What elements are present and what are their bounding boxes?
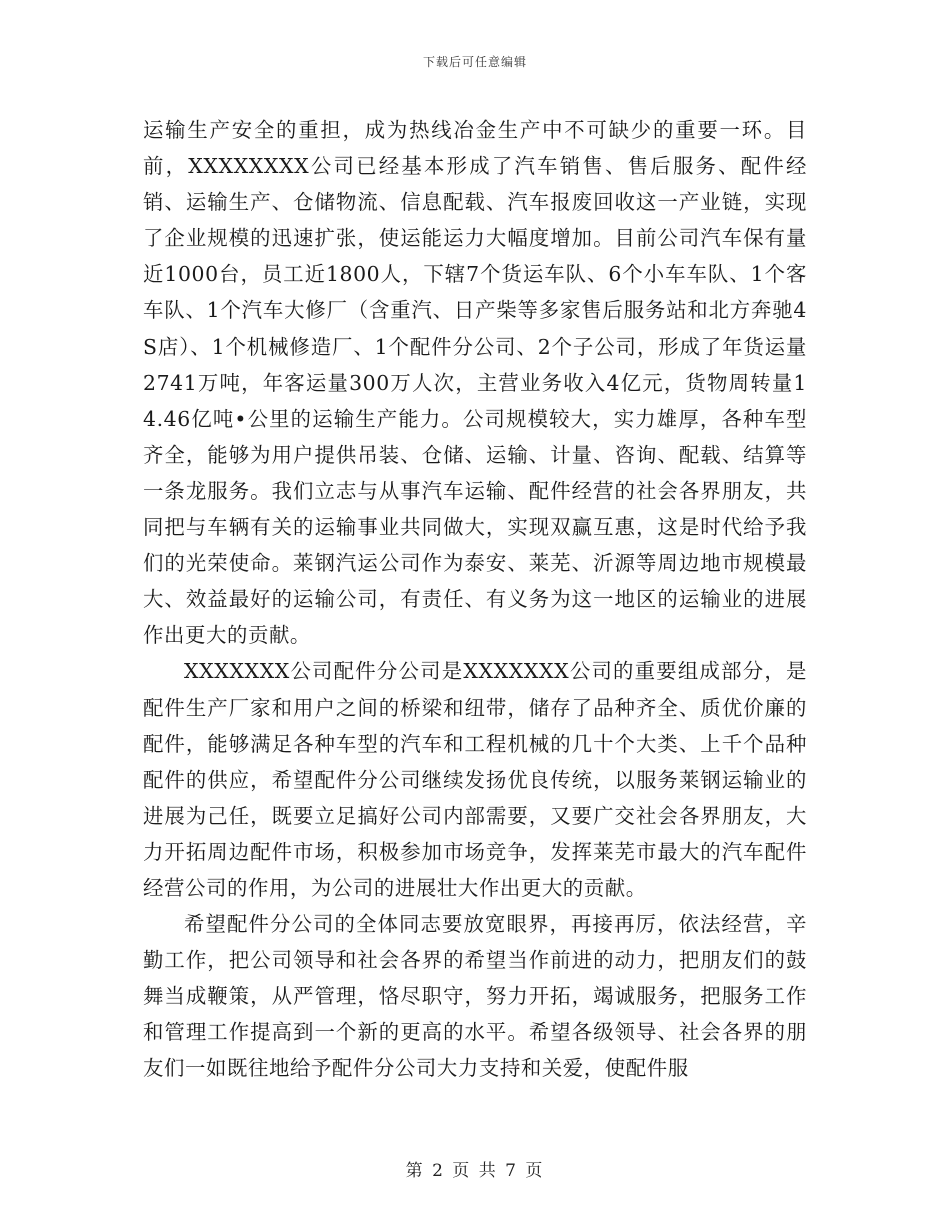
paragraph-1: 运输生产安全的重担，成为热线冶金生产中不可缺少的重要一环。目前，XXXXXXXX公司已经基本形成了汽车销售、售后服务、配件经销、运输生产、仓储物流、信息配载、汽车报废回收这一产业链，实现了企业规模的迅速扩张，使运能运力大幅度增加。目前公司汽车保有量近1000台，员工近1800人，下辖7个货运车队、6个小车车队、1个客车队、1个汽车大修厂（含重汽、日产柴等多家售后服务站和北方奔驰4S店）、1个机械修造厂、1个配件分公司、2个子公司，形成了年货运量2741万吨，年客运量300万人次，主营业务收入4亿元，货物周转量14.46亿吨•公里的运输生产能力。公司规模较大，实力雄厚，各种车型齐全，能够为用户提供吊装、仓储、运输、计量、咨询、配载、结算等一条龙服务。我们立志与从事汽车运输、配件经营的社会各界朋友，共同把与车辆有关的运输事业共同做大，实现双赢互惠，这是时代给予我们的光荣使命。莱钢汽运公司作为泰安、莱芜、沂源等周边地市规模最大、效益最好的运输公司，有责任、有义务为这一地区的运输业的进展作出更大的贡献。 [143,118,807,648]
document-body [143,112,807,1087]
page-number-footer: 第 2 页 共 7 页 [405,1161,545,1181]
paragraph-3: 希望配件分公司的全体同志要放宽眼界，再接再厉，依法经营，辛勤工作，把公司领导和社会各界的希望当作前进的动力，把朋友们的鼓舞当成鞭策，从严管理，恪尽职守，努力开拓，竭诚服务，把服务工作和管理工作提高到一个新的更高的水平。希望各级领导、社会各界的朋友们一如既往地给予配件分公司大力支持和关爱，使配件服 [143,912,807,1081]
page-header: 下载后可任意编辑 [422,55,527,69]
paragraph-2: XXXXXXX公司配件分公司是XXXXXXX公司的重要组成部分，是配件生产厂家和用户之间的桥梁和纽带，储存了品种齐全、质优价廉的配件，能够满足各种车型的汽车和工程机械的几十个大类、上千个品种配件的供应，希望配件分公司继续发扬优良传统，以服务莱钢运输业的进展为己任，既要立足搞好公司内部需要，又要广交社会各界朋友，大力开拓周边配件市场，积极参加市场竞争，发挥莱芜市最大的汽车配件经营公司的作用，为公司的进展壮大作出更大的贡献。 [143,659,807,900]
